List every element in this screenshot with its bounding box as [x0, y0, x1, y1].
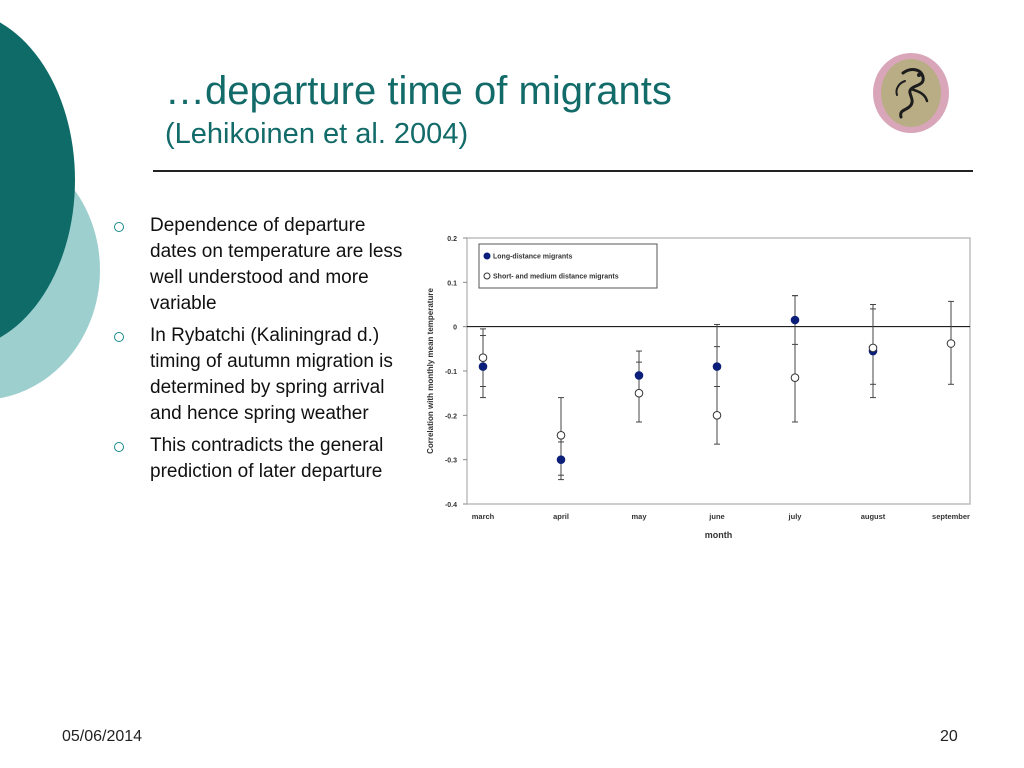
long-distance-point [635, 372, 643, 380]
slide-subtitle: (Lehikoinen et al. 2004) [165, 118, 469, 150]
bullet-text: Dependence of departure dates on temperature are less well understood and more variable [150, 215, 403, 314]
y-tick-label: 0 [453, 324, 457, 332]
x-axis-label: month [704, 530, 733, 540]
legend-marker [484, 273, 490, 279]
long-distance-point [479, 363, 487, 371]
x-tick-label: march [471, 512, 495, 521]
bullet-item [110, 213, 410, 317]
long-distance-point [557, 456, 565, 464]
bullet-item [110, 433, 410, 485]
title-block [165, 68, 672, 150]
short-medium-point [557, 431, 565, 439]
x-tick-label: may [631, 512, 647, 521]
long-distance-point [713, 363, 721, 371]
footer-date: 05/06/2014 [62, 728, 143, 745]
bullet-text: This contradicts the general prediction of later departure [150, 435, 384, 482]
y-tick-label: -0.4 [444, 502, 457, 509]
y-tick-label: -0.3 [444, 457, 457, 465]
bullet-text: In Rybatchi (Kaliningrad d.) timing of autumn migration is determined by spring arrival and hence spring weather [150, 325, 393, 424]
legend-label: Short- and medium distance migrants [493, 273, 619, 281]
y-tick-label: 0.1 [447, 280, 457, 288]
legend-box [479, 244, 657, 288]
short-medium-point [791, 374, 799, 382]
legend-marker [484, 253, 490, 259]
x-tick-label: june [709, 512, 725, 521]
x-tick-label: august [860, 512, 886, 521]
bird-logo-icon [873, 53, 949, 133]
short-medium-point [713, 412, 721, 420]
bullet-item [110, 323, 410, 427]
long-distance-point [791, 316, 799, 324]
short-medium-point [635, 389, 643, 397]
title-divider [153, 170, 973, 172]
y-tick-label: -0.2 [444, 413, 457, 421]
bullet-circle-icon [114, 222, 124, 232]
x-tick-label: july [788, 512, 802, 521]
short-medium-point [947, 340, 955, 348]
y-tick-label: -0.1 [444, 369, 457, 376]
x-tick-label: september [932, 512, 970, 521]
short-medium-point [479, 354, 487, 362]
slide-title: …departure time of migrants [165, 69, 672, 113]
bullet-list [110, 213, 410, 491]
y-axis-label: Correlation with monthly mean temperature [426, 288, 435, 454]
x-tick-label: april [553, 512, 569, 521]
bullet-circle-icon [114, 442, 124, 452]
short-medium-point [869, 344, 877, 352]
legend-label: Long-distance migrants [493, 253, 573, 261]
page-number: 20 [940, 728, 958, 745]
correlation-chart [415, 228, 985, 548]
bullet-circle-icon [114, 332, 124, 342]
y-tick-label: 0.2 [447, 236, 457, 243]
